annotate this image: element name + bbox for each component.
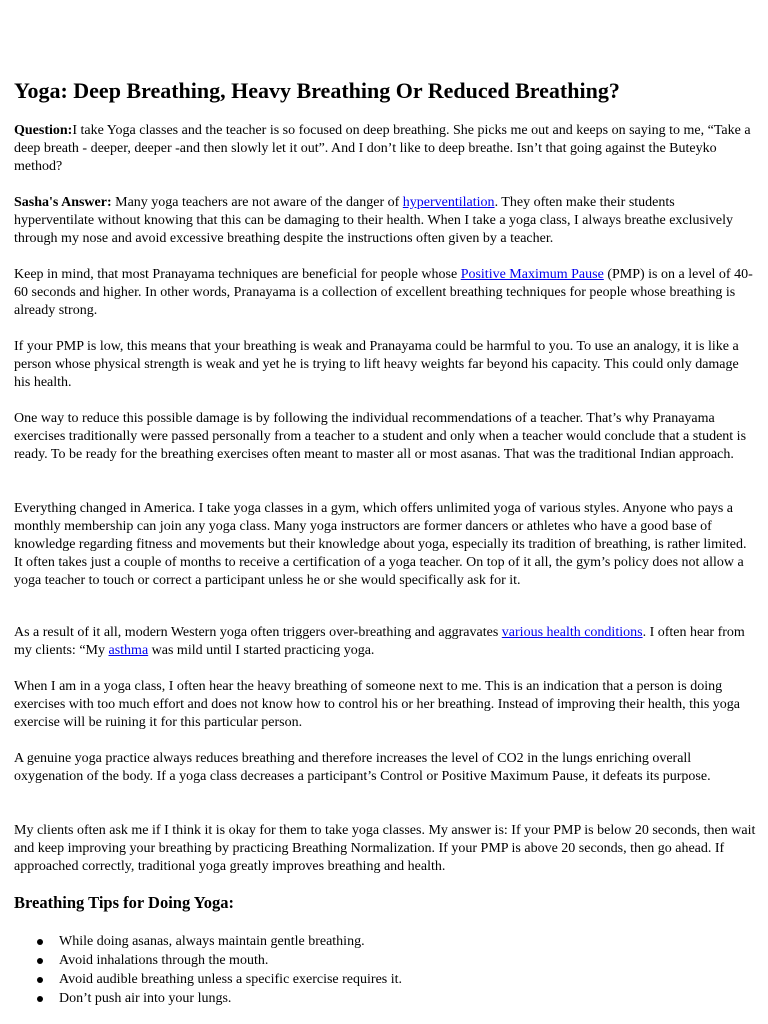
teacher-paragraph: One way to reduce this possible damage is by following the individual recommendations of a teacher. That’s why Pranayama exercises traditionally were passed personally from a teacher to a student and only when a teacher would conclude that a student is ready. To be ready for the breathing exercises often meant to master all or most asanas. That was the traditional Indian approach. <box>14 411 747 462</box>
clients-paragraph: My clients often ask me if I think it is okay for them to take yoga classes. My answer is: If your PMP is below 20 seconds, then wait and keep improving your breathing by practicing Breathing Normalization. If your PMP is above 20 seconds, then go ahead. If approached correctly, traditional yoga greatly improves breathing and health. <box>14 823 756 874</box>
positive-maximum-pause-link[interactable]: Positive Maximum Pause <box>460 267 604 282</box>
health-conditions-link[interactable]: various health conditions <box>501 625 643 640</box>
tip-text: Don’t push air into your lungs. <box>59 991 232 1006</box>
tips-list <box>14 932 402 1008</box>
tips-heading: Breathing Tips for Doing Yoga: <box>14 893 235 912</box>
co2-paragraph: A genuine yoga practice always reduces breathing and therefore increases the level of CO2 in the lungs enriching overall oxygenation of the body. If a yoga class decreases a participant’s Control or Positive Maximum Pause, it defeats its purpose. <box>14 751 711 784</box>
pmp-text-start: Keep in mind, that most Pranayama techniques are beneficial for people whose <box>14 267 461 282</box>
tip-text: Avoid inhalations through the mouth. <box>59 953 269 968</box>
hyperventilation-link[interactable]: hyperventilation <box>402 195 495 210</box>
answer-text-end: . They often make their students hyperventilate without knowing that this can be damaging to their health. When I take a yoga class, I always breathe exclusively through my nose and avoid excessive breathing despite the instructions often given by a teacher. <box>14 195 733 246</box>
article-title: Yoga: Deep Breathing, Heavy Breathing Or Reduced Breathing? <box>14 78 620 103</box>
heavy-breathing-paragraph: When I am in a yoga class, I often hear the heavy breathing of someone next to me. This is an indication that a person is doing exercises with too much effort and does not know how to control his or her breathing. Instead of improving their health, this yoga exercise will be ruining it for this particular person. <box>14 679 741 730</box>
tip-text: While doing asanas, always maintain gentle breathing. <box>59 934 365 949</box>
list-item <box>14 932 402 951</box>
asthma-link[interactable]: asthma <box>108 643 149 658</box>
western-text-1: As a result of it all, modern Western yoga often triggers over-breathing and aggravates <box>14 625 502 640</box>
western-text-2: . I often hear from my clients: “My <box>14 625 745 658</box>
tip-text: Avoid audible breathing unless a specific exercise requires it. <box>59 972 403 987</box>
bullet-icon <box>37 996 43 1002</box>
western-yoga-paragraph <box>14 624 756 660</box>
list-item <box>14 970 402 989</box>
low-pmp-paragraph: If your PMP is low, this means that your breathing is weak and Pranayama could be harmful to you. To use an analogy, it is like a person whose physical strength is weak and yet he is trying to lift heavy weights far beyond his capacity. This could only damage his health. <box>14 339 739 390</box>
answer-paragraph <box>14 194 756 248</box>
bullet-icon <box>37 958 43 964</box>
pmp-paragraph <box>14 266 756 320</box>
question-label: Question: <box>14 123 73 138</box>
answer-text-start: Many yoga teachers are not aware of the danger of <box>111 195 403 210</box>
list-item <box>14 951 402 970</box>
list-item <box>14 989 402 1008</box>
question-paragraph <box>14 122 756 176</box>
bullet-icon <box>37 939 43 945</box>
america-paragraph: Everything changed in America. I take yoga classes in a gym, which offers unlimited yoga of various styles. Anyone who pays a monthly membership can join any yoga class. Many yoga instructors are former dancers or athletes who have a good base of knowledge regarding fitness and movements but their knowledge about yoga, especially its tradition of breathing, is rather limited. It often takes just a couple of months to receive a certification of a yoga teacher. On top of it all, the gym’s policy does not allow a yoga teacher to touch or correct a participant unless he or she would specifically ask for it. <box>14 501 747 588</box>
question-text: I take Yoga classes and the teacher is so focused on deep breathing. She picks me out and keeps on saying to me, “Take a deep breath - deeper, deeper -and then slowly let it out”. And I don’t like to deep breathe. Isn’t that going against the Buteyko method? <box>14 123 751 174</box>
western-text-3: was mild until I started practicing yoga. <box>148 643 375 658</box>
bullet-icon <box>37 977 43 983</box>
pmp-text-end: (PMP) is on a level of 40-60 seconds and higher. In other words, Pranayama is a collection of excellent breathing techniques for people whose breathing is already strong. <box>14 267 753 318</box>
answer-label: Sasha's Answer: <box>14 195 112 210</box>
